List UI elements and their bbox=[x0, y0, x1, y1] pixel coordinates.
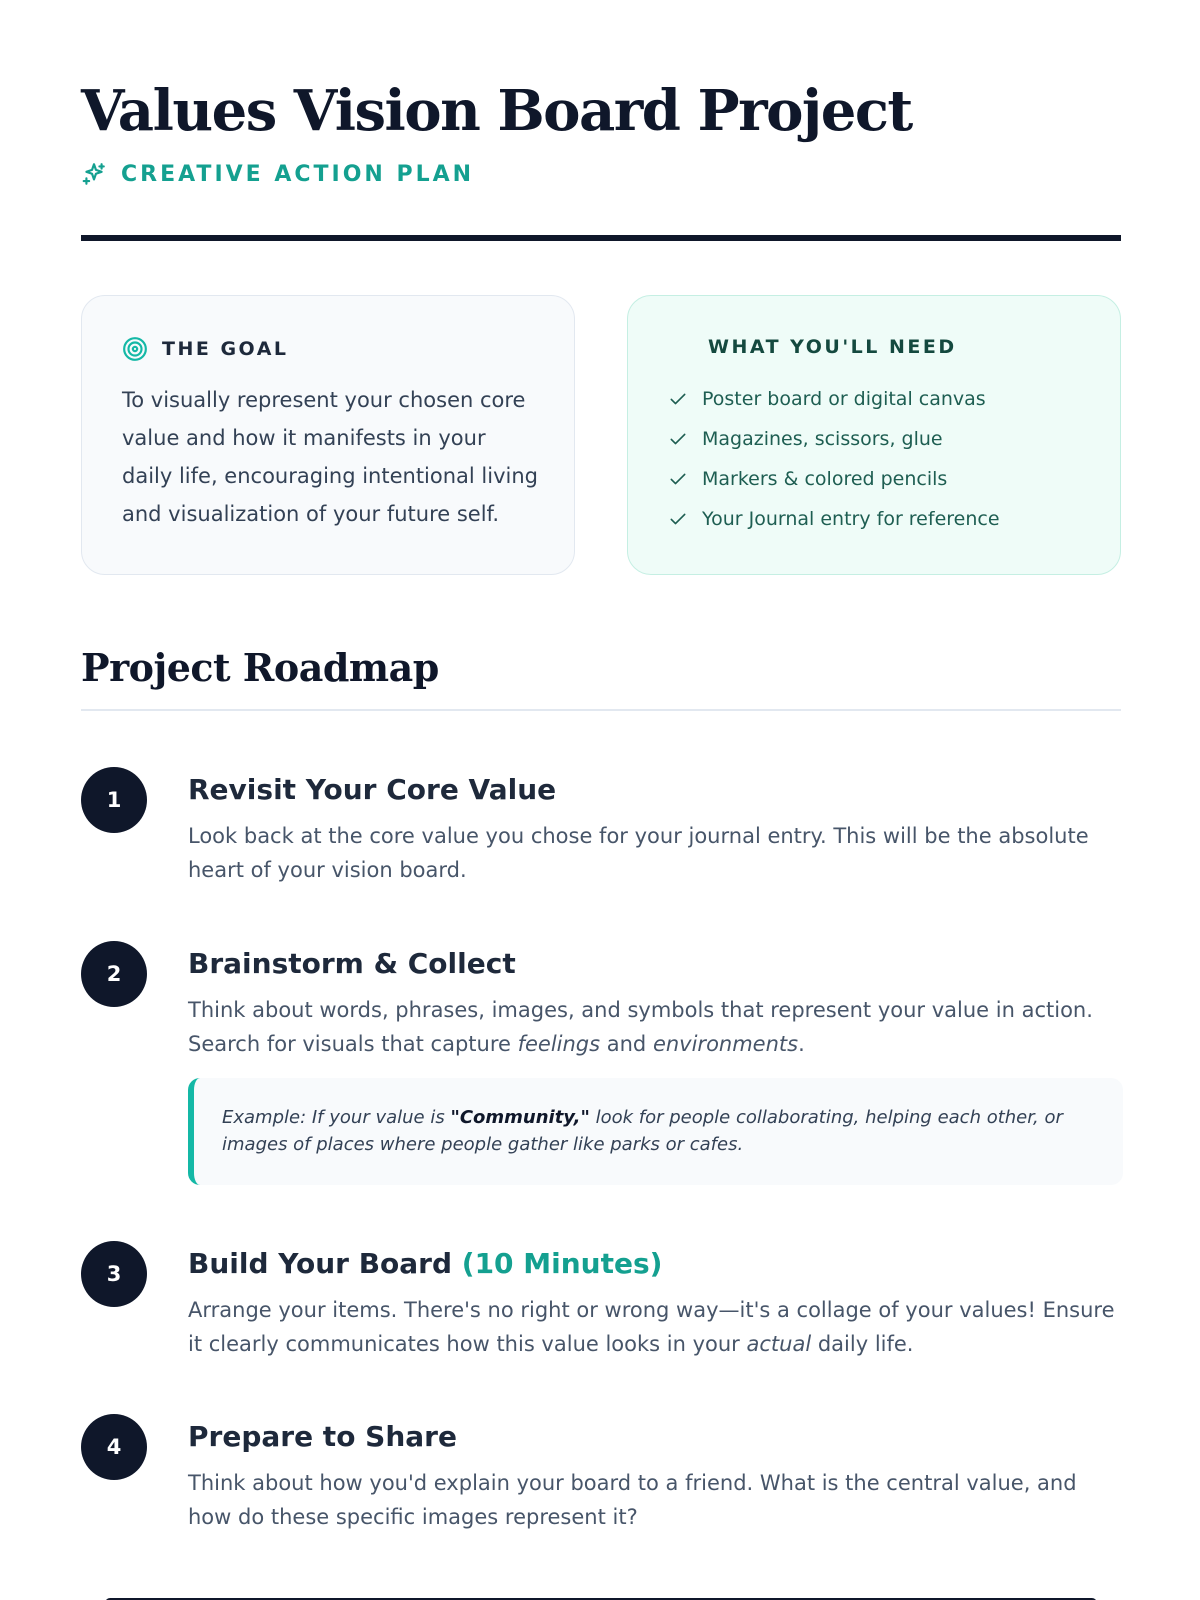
step-description: Look back at the core value you chose for your journal entry. This will be the absolute heart of your vision board. bbox=[188, 824, 1089, 882]
needs-item-text: Markers & colored pencils bbox=[702, 468, 948, 490]
roadmap-title: Project Roadmap bbox=[81, 645, 439, 690]
step-description: Arrange your items. There's no right or wrong way—it's a collage of your values! Ensure it clearly communicates how this value looks in your actual daily life. bbox=[188, 1298, 1115, 1356]
list-item bbox=[668, 419, 1000, 459]
needs-item-text: Poster board or digital canvas bbox=[702, 388, 986, 410]
list-item bbox=[668, 499, 1000, 539]
step-description: Think about words, phrases, images, and symbols that represent your value in action. Search for visuals that capture feelings and environments. bbox=[188, 998, 1093, 1056]
subtitle-text: CREATIVE ACTION PLAN bbox=[121, 161, 475, 187]
step-number-badge: 1 bbox=[81, 767, 147, 833]
step-number-badge: 2 bbox=[81, 941, 147, 1007]
list-item bbox=[668, 379, 1000, 419]
step-title: Revisit Your Core Value bbox=[188, 773, 557, 806]
check-icon bbox=[668, 469, 688, 489]
step-number-badge: 3 bbox=[81, 1241, 147, 1307]
goal-card bbox=[81, 295, 575, 575]
step-duration: (10 Minutes) bbox=[461, 1247, 663, 1280]
sparkles-icon bbox=[81, 161, 107, 187]
page-title: Values Vision Board Project bbox=[81, 78, 912, 144]
check-icon bbox=[668, 429, 688, 449]
roadmap-divider bbox=[81, 709, 1121, 711]
needs-item-text: Your Journal entry for reference bbox=[702, 508, 1000, 530]
goal-heading bbox=[122, 336, 289, 362]
goal-heading-text: THE GOAL bbox=[162, 338, 289, 360]
needs-item-text: Magazines, scissors, glue bbox=[702, 428, 943, 450]
check-icon bbox=[668, 389, 688, 409]
step-title: Build Your Board (10 Minutes) bbox=[188, 1247, 663, 1280]
needs-list bbox=[668, 379, 1000, 539]
step-title: Prepare to Share bbox=[188, 1420, 457, 1453]
target-icon bbox=[122, 336, 148, 362]
page-subtitle bbox=[81, 161, 474, 187]
needs-heading: WHAT YOU'LL NEED bbox=[708, 336, 957, 358]
goal-text: To visually represent your chosen core value and how it manifests in your daily life, encouraging intentional living and visualization of your future self. bbox=[122, 388, 539, 526]
check-icon bbox=[668, 509, 688, 529]
step-description: Think about how you'd explain your board to a friend. What is the central value, and how do these specific images represent it? bbox=[188, 1471, 1077, 1529]
step-title: Brainstorm & Collect bbox=[188, 947, 516, 980]
header-divider bbox=[81, 235, 1121, 241]
example-callout: Example: If your value is "Community," look for people collaborating, helping each other, or images of places where people gather like parks or cafes. bbox=[188, 1078, 1123, 1185]
list-item bbox=[668, 459, 1000, 499]
needs-card bbox=[627, 295, 1121, 575]
step-number-badge: 4 bbox=[81, 1414, 147, 1480]
